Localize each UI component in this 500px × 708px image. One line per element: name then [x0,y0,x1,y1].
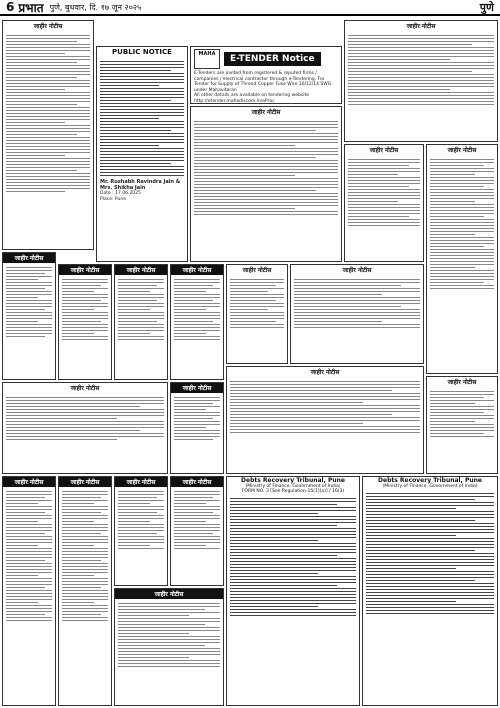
notice-heading: जाहीर नोटीस [59,265,111,275]
notice-heading: जाहीर नोटीस [3,477,55,487]
public-notice-heading: PUBLIC NOTICE [112,48,172,56]
notice-row4-c [114,476,168,586]
notice-left-top [2,20,94,250]
notice-row4-a [2,476,56,706]
notice-heading: जाहीर नोटीस [171,477,223,487]
drt-subtitle: (Ministry of Finance, Government of India) [382,484,478,489]
notice-right-far [426,144,498,374]
mahavitaran-logo-icon: MAHA [194,49,220,69]
notice-heading: जाहीर नोटीस [33,23,63,30]
notice-row3-a [2,382,168,474]
masthead [0,0,500,16]
drt-form: FORM NO. 3 [See Regulation-15(1)(a)] / 16(3) [241,489,345,494]
issue-date: पुणे, बुधवार, दि. १७ जून २०२५ [49,2,142,12]
notice-heading: जाहीर नोटीस [171,265,223,275]
notice-row3-b [170,382,224,474]
notice-heading: जाहीर नोटीस [3,253,55,263]
edition-city: पुणे [479,0,494,14]
notice-heading: जाहीर नोटीस [342,267,372,274]
newspaper-brand: प्रभात [18,0,44,15]
public-notice [96,46,188,262]
notice-heading: जाहीर नोटीस [447,379,477,386]
notice-heading: जाहीर नोटीस [115,589,223,599]
notice-heading: जाहीर नोटीस [59,477,111,487]
etender-line-2: All other details are available on tendering website http://etender.mahadiscom.in/eProc [194,93,310,104]
notice-heading: जाहीर नोटीस [171,383,223,393]
notice-right-mid [344,144,424,262]
notice-heading: जाहीर नोटीस [115,477,167,487]
notice-row2-a [2,252,56,380]
notice-row4-e [114,588,224,706]
drt-subtitle: (Ministry of Finance, Government of India) [245,484,341,489]
notice-heading: जाहीर नोटीस [447,147,477,154]
notice-heading: जाहीर नोटीस [251,109,281,116]
notice-row2-b [58,264,112,380]
notice-right-top [344,20,498,142]
notice-row2-e [226,264,288,364]
etender-notice [190,46,342,104]
public-notice-date: Date : 17.06.2025 [100,191,141,196]
notice-heading: जाहीर नोटीस [369,147,399,154]
page-number: 6 [6,0,15,14]
public-notice-place: Place: Pune [100,196,127,202]
drt-title: Debts Recovery Tribunal, Pune [378,477,482,484]
notice-row2-d [170,264,224,380]
notice-row4-d [170,476,224,586]
notice-row4-b [58,476,112,706]
notice-row2-c [114,264,168,380]
notice-row3-d [426,376,498,474]
etender-line-1: E-Tenders are invited from registered & reputed firms / companies / electrical contractor through e-Tendering. For Tender for Supply of Thread Copper Fuse Wire 10/12/14 SWG under Mahavitaran [194,71,332,93]
notice-heading: जाहीर नोटीस [406,23,436,30]
drt-title: Debts Recovery Tribunal, Pune [241,477,345,484]
notice-heading: जाहीर नोटीस [242,267,272,274]
notice-row2-f [290,264,424,364]
notice-heading: जाहीर नोटीस [70,385,100,392]
public-notice-body [97,57,187,180]
notice-row3-c [226,366,424,474]
drt-notice-1 [226,476,360,706]
notice-middle-1 [190,106,342,262]
etender-heading: E-TENDER Notice [224,52,321,66]
public-notice-signatory: Mr. Rushabh Ravindra Jain & Mrs. Shikha Jain [100,179,181,191]
notice-heading: जाहीर नोटीस [310,369,340,376]
drt-notice-2 [362,476,498,706]
notice-heading: जाहीर नोटीस [115,265,167,275]
notice-body [3,31,93,196]
